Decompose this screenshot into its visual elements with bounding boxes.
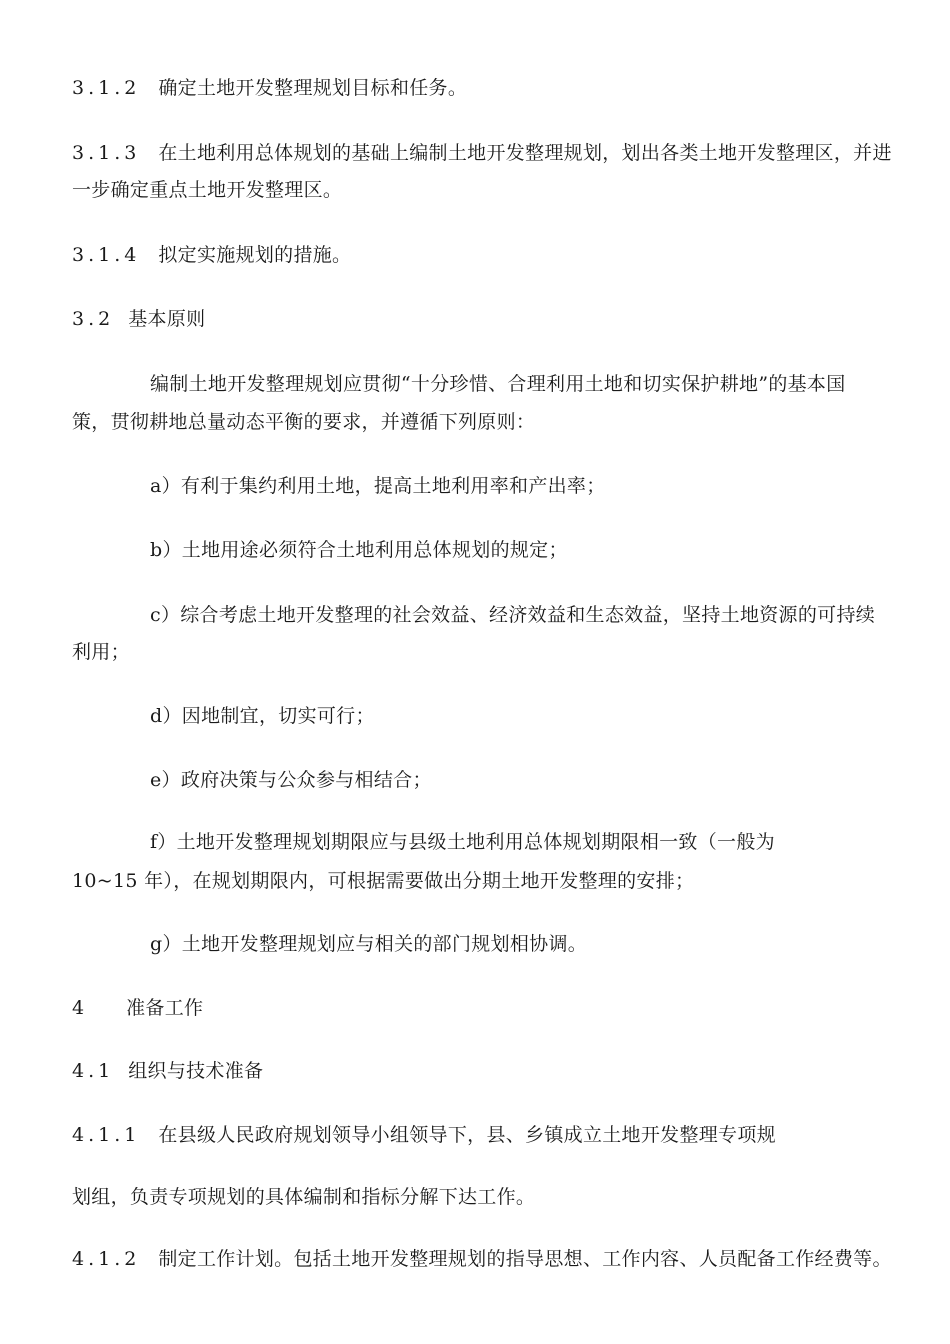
principle-text: c）综合考虑土地开发整理的社会效益、经济效益和生态效益，坚持土地资源的可持续 — [150, 604, 876, 626]
principle-b — [150, 538, 568, 562]
section-4-heading — [72, 996, 203, 1020]
principle-text: e）政府决策与公众参与相结合； — [150, 769, 432, 791]
principle-text: b）土地用途必须符合土地利用总体规划的规定； — [150, 539, 568, 561]
section-title: 基本原则 — [128, 308, 206, 330]
principle-f — [150, 830, 775, 854]
clause-text: 一步确定重点土地开发整理区。 — [72, 179, 343, 201]
paragraph-text: 编制土地开发整理规划应贯彻“十分珍惜、合理利用土地和切实保护耕地”的基本国 — [150, 373, 846, 395]
paragraph-text: 策，贯彻耕地总量动态平衡的要求，并遵循下列原则： — [72, 411, 536, 433]
clause-3-1-3 — [72, 141, 892, 165]
principle-c — [150, 603, 875, 627]
principle-text: d）因地制宜，切实可行； — [150, 705, 375, 727]
clause-number: 4.1.2 — [72, 1248, 141, 1270]
clause-text: 划组，负责专项规划的具体编制和指标分解下达工作。 — [72, 1186, 536, 1208]
clause-text: 制定工作计划。包括土地开发整理规划的指导思想、工作内容、人员配备工作经费等。 — [158, 1248, 892, 1270]
clause-text: 确定土地开发整理规划目标和任务。 — [158, 77, 468, 99]
section-title: 组织与技术准备 — [128, 1060, 264, 1082]
principle-d — [150, 704, 375, 728]
clause-number: 4.1.1 — [72, 1124, 141, 1146]
clause-text: 拟定实施规划的措施。 — [158, 244, 352, 266]
principle-text: g）土地开发整理规划应与相关的部门规划相协调。 — [150, 933, 588, 955]
clause-number: 3.1.2 — [72, 77, 141, 99]
clause-4-1-1-continued — [72, 1185, 535, 1209]
intro-paragraph — [150, 372, 846, 396]
clause-3-1-3-continued — [72, 178, 342, 202]
principle-text: 10~15 年），在规划期限内，可根据需要做出分期土地开发整理的安排； — [72, 870, 695, 892]
principle-text: f）土地开发整理规划期限应与县级土地利用总体规划期限相一致（一般为 — [150, 831, 775, 853]
clause-3-1-4 — [72, 243, 351, 267]
clause-4-1-2 — [72, 1247, 892, 1271]
principle-a — [150, 474, 606, 498]
clause-number: 3.1.3 — [72, 142, 141, 164]
principle-e — [150, 768, 432, 792]
principle-f-continued — [72, 869, 694, 893]
section-4-1-heading — [72, 1059, 263, 1083]
principle-text: a）有利于集约利用土地，提高土地利用率和产出率； — [150, 475, 606, 497]
principle-g — [150, 932, 587, 956]
section-title: 准备工作 — [126, 997, 204, 1019]
principle-text: 利用； — [72, 641, 130, 663]
intro-paragraph-continued — [72, 410, 535, 434]
section-number: 4 — [72, 997, 89, 1019]
section-number: 3.2 — [72, 308, 115, 330]
principle-c-continued — [72, 640, 130, 664]
section-3-2-heading — [72, 307, 205, 331]
clause-number: 3.1.4 — [72, 244, 141, 266]
clause-3-1-2 — [72, 76, 467, 100]
clause-text: 在县级人民政府规划领导小组领导下，县、乡镇成立土地开发整理专项规 — [158, 1124, 776, 1146]
clause-text: 在土地利用总体规划的基础上编制土地开发整理规划，划出各类土地开发整理区，并进 — [158, 142, 892, 164]
clause-4-1-1 — [72, 1123, 776, 1147]
section-number: 4.1 — [72, 1060, 115, 1082]
